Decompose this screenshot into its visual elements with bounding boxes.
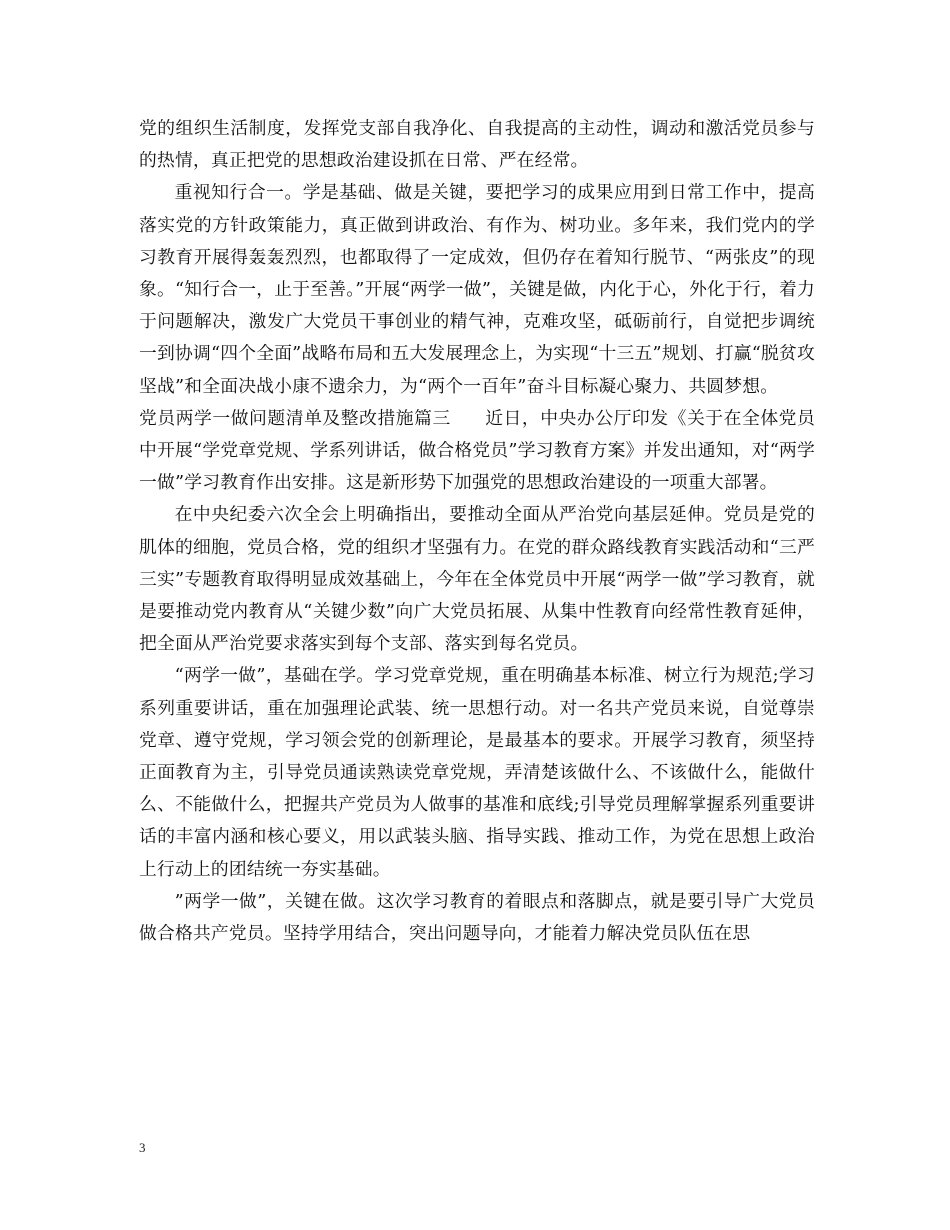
paragraph-5: “两学一做”，基础在学。学习党章党规，重在明确基本标准、树立行为规范;学习系列重要讲话，重在加强理论武装、统一思想行动。对一名共产党员来说，自觉尊崇党章、遵守党规，学习领会党的创新理论，是最基本的要求。开展学习教育，须坚持正面教育为主，引导党员通读熟读党章党规，弄清楚该做什么、不该做什么，能做什么、不能做什么，把握共产党员为人做事的基准和底线;引导党员理解掌握系列重要讲话的丰富内涵和核心要义，用以武装头脑、指导实践、推动工作，为党在思想上政治上行动上的团结统一夯实基础。	[139, 665, 815, 880]
page-number: 3	[139, 1140, 146, 1155]
paragraph-1: 党的组织生活制度，发挥党支部自我净化、自我提高的主动性，调动和激活党员参与的热情，真正把党的思想政治建设抓在日常、严在经常。	[139, 118, 815, 172]
section-heading: 党员两学一做问题清单及整改措施篇三	[139, 407, 451, 429]
paragraph-6: ”两学一做”，关键在做。这次学习教育的着眼点和落脚点，就是要引导广大党员做合格共产党员。坚持学用结合，突出问题导向，才能着力解决党员队伍在思	[139, 890, 815, 945]
paragraph-3-text: 近日，中央办公厅印发《关于在全体党员中开展“学党章党规、学系列讲话，做合格党员”学习教育方案》并发出通知，对“两学一做”学习教育作出安排。这是新形势下加强党的思想政治建设的一项重大部署。	[139, 407, 815, 494]
paragraph-4: 在中央纪委六次全会上明确指出，要推动全面从严治党向基层延伸。党员是党的肌体的细胞，党员合格，党的组织才坚强有力。在党的群众路线教育实践活动和“三严三实”专题教育取得明显成效基础上，今年在全体党员中开展“两学一做”学习教育，就是要推动党内教育从“关键少数”向广大党员拓展、从集中性教育向经常性教育延伸，把全面从严治党要求落实到每个支部、落实到每名党员。	[139, 504, 815, 655]
document-body	[139, 113, 815, 950]
paragraph-3	[139, 403, 815, 500]
paragraph-2: 重视知行合一。学是基础、做是关键，要把学习的成果应用到日常工作中，提高落实党的方针政策能力，真正做到讲政治、有作为、树功业。多年来，我们党内的学习教育开展得轰轰烈烈，也都取得了一定成效，但仍存在着知行脱节、“两张皮”的现象。“知行合一，止于至善。”开展“两学一做”，关键是做，内化于心，外化于行，着力于问题解决，激发广大党员干事创业的精气神，克难攻坚，砥砺前行，自觉把步调统一到协调“四个全面”战略布局和五大发展理念上，为实现“十三五”规划、打赢“脱贫攻坚战”和全面决战小康不遗余力，为“两个一百年”奋斗目标凝心聚力、共圆梦想。	[139, 182, 815, 397]
